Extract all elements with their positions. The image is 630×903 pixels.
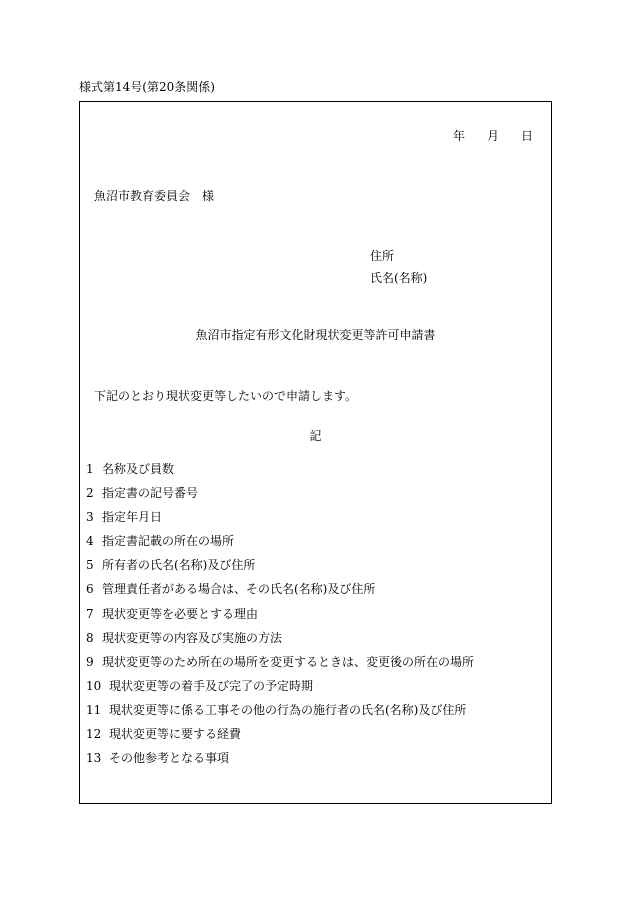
document-title: 魚沼市指定有形文化財現状変更等許可申請書	[195, 328, 436, 342]
recipient: 魚沼市教育委員会 様	[94, 189, 215, 203]
list-item	[86, 463, 474, 487]
list-item	[86, 728, 474, 752]
list-item	[86, 632, 474, 656]
date-day-label: 日	[520, 129, 533, 143]
item-text: 管理責任者がある場合は、その氏名(名称)及び住所	[102, 582, 376, 597]
item-number: 13	[86, 751, 102, 766]
list-item	[86, 680, 474, 704]
item-text: 現状変更等に係る工事その他の行為の施行者の氏名(名称)及び住所	[109, 702, 467, 717]
item-number: 6	[86, 582, 94, 597]
ki-heading: 記	[309, 429, 322, 443]
list-item	[86, 487, 474, 511]
item-number: 9	[86, 654, 94, 669]
item-text: 現状変更等の着手及び完了の予定時期	[109, 678, 314, 693]
item-number: 5	[86, 558, 94, 573]
item-number: 12	[86, 727, 102, 742]
item-number: 11	[86, 702, 102, 717]
item-number: 10	[86, 678, 102, 693]
applicant-name-label: 氏名(名称)	[370, 271, 428, 285]
item-number: 2	[86, 486, 94, 501]
item-text: その他参考となる事項	[109, 751, 230, 766]
item-text: 現状変更等のため所在の場所を変更するときは、変更後の所在の場所	[102, 654, 475, 669]
item-number: 8	[86, 630, 94, 645]
date-year-label: 年	[452, 129, 465, 143]
application-statement: 下記のとおり現状変更等したいので申請します。	[94, 389, 358, 403]
list-item	[86, 608, 474, 632]
item-text: 指定年月日	[102, 510, 163, 525]
application-form-frame	[79, 101, 552, 804]
list-item	[86, 752, 474, 776]
applicant-address-label: 住所	[370, 249, 395, 263]
item-text: 名称及び員数	[102, 462, 175, 476]
list-item	[86, 511, 474, 535]
item-text: 現状変更等を必要とする理由	[102, 606, 259, 621]
list-item	[86, 583, 474, 607]
list-item	[86, 535, 474, 559]
item-list	[86, 463, 474, 776]
list-item	[86, 559, 474, 583]
item-number: 3	[86, 510, 94, 525]
list-item	[86, 656, 474, 680]
item-text: 指定書の記号番号	[102, 486, 199, 501]
applicant-block	[370, 250, 427, 284]
item-text: 現状変更等の内容及び実施の方法	[102, 630, 283, 645]
item-number: 1	[86, 462, 94, 476]
item-number: 7	[86, 606, 94, 621]
list-item	[86, 704, 474, 728]
item-text: 所有者の氏名(名称)及び住所	[102, 558, 256, 573]
date-line	[453, 130, 533, 142]
item-number: 4	[86, 534, 94, 549]
date-month-label: 月	[486, 129, 499, 143]
form-number: 様式第14号(第20条関係)	[79, 80, 215, 94]
item-text: 現状変更等に要する経費	[109, 727, 242, 742]
item-text: 指定書記載の所在の場所	[102, 534, 235, 549]
